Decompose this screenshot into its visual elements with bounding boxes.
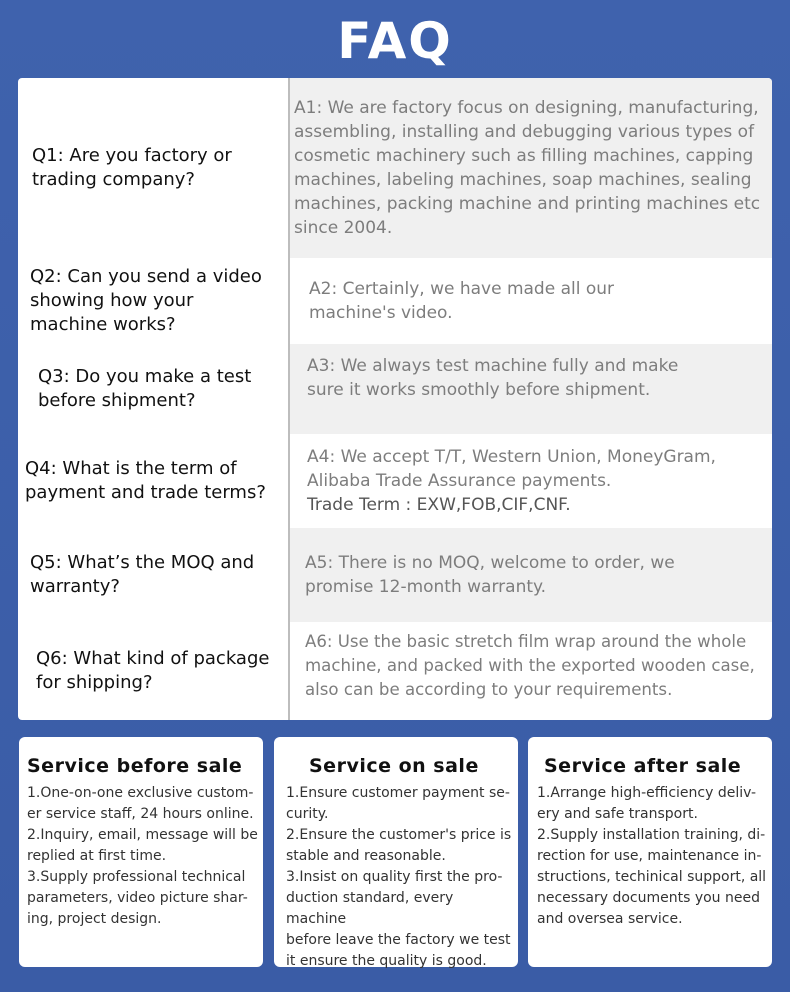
service-card-body: 1.Arrange high-efficiency deliv- ery and safe transport. 2.Supply installation training, di- rection for use, maintenance in- structions, techinical support, all necessary documents you need and oversea service.	[537, 785, 767, 927]
faq-question-5	[18, 528, 288, 622]
faq-question-2	[18, 258, 288, 344]
faq-question-text: Q1: Are you factory or trading company?	[32, 145, 232, 190]
faq-answer-4	[290, 434, 772, 528]
faq-question-text: Q5: What’s the MOQ and warranty?	[30, 552, 255, 597]
service-card-title: Service on sale	[309, 755, 479, 777]
service-card-body: 1.One-on-one exclusive custom- er service staff, 24 hours online. 2.Inquiry, email, message will be replied at first time. 3.Supply professional technical parameters, video picture shar- ing, project design.	[27, 785, 258, 927]
service-card-before-sale	[19, 737, 263, 967]
faq-answer-5	[290, 528, 772, 622]
faq-question-text: Q4: What is the term of payment and trade terms?	[25, 458, 266, 503]
service-card-body: 1.Ensure customer payment se- curity. 2.Ensure the customer's price is stable and reasonable. 3.Insist on quality first the pro- duction standard, every machine before leave the factory we test it ensure the quality is good.	[286, 785, 512, 969]
faq-question-6	[18, 622, 288, 720]
faq-answer-text: A6: Use the basic stretch film wrap around the whole machine, and packed with the exported wooden case, also can be according to your requirements.	[305, 632, 755, 699]
faq-question-text: Q2: Can you send a video showing how your machine works?	[30, 266, 262, 335]
faq-question-text: Q6: What kind of package for shipping?	[36, 648, 270, 693]
faq-answer-1	[290, 78, 772, 258]
service-card-title: Service after sale	[544, 755, 742, 777]
page-title: FAQ	[337, 12, 453, 70]
faq-answer-3	[290, 344, 772, 434]
faq-answer-2	[290, 258, 772, 344]
faq-answer-text: A4: We accept T/T, Western Union, MoneyGram, Alibaba Trade Assurance payments.	[307, 447, 716, 491]
faq-row-3	[18, 344, 772, 434]
faq-question-4	[18, 434, 288, 528]
faq-row-6	[18, 622, 772, 720]
faq-answer-text: A3: We always test machine fully and make sure it works smoothly before shipment.	[307, 356, 679, 400]
faq-question-1	[18, 78, 288, 258]
faq-answer-text: A2: Certainly, we have made all our machine's video.	[309, 279, 615, 323]
faq-row-2	[18, 258, 772, 344]
service-card-on-sale	[274, 737, 518, 967]
faq-answer-text: A5: There is no MOQ, welcome to order, we promise 12-month warranty.	[305, 553, 675, 597]
service-card-after-sale	[528, 737, 772, 967]
faq-answer-trade-term: Trade Term : EXW,FOB,CIF,CNF.	[307, 495, 571, 515]
faq-answer-text: A1: We are factory focus on designing, manufacturing, assembling, installing and debugging various types of cosmetic machinery such as filling machines, capping machines, labeling machines, soap machines, sealing machines, packing machine and printing machines etc since 2004.	[294, 98, 761, 238]
faq-question-3	[18, 344, 288, 434]
faq-question-text: Q3: Do you make a test before shipment?	[38, 366, 252, 411]
column-divider	[288, 78, 290, 720]
faq-answer-6	[290, 622, 772, 720]
faq-row-4	[18, 434, 772, 528]
faq-row-5	[18, 528, 772, 622]
faq-row-1	[18, 78, 772, 258]
service-card-title: Service before sale	[27, 755, 243, 777]
faq-table	[18, 78, 772, 720]
